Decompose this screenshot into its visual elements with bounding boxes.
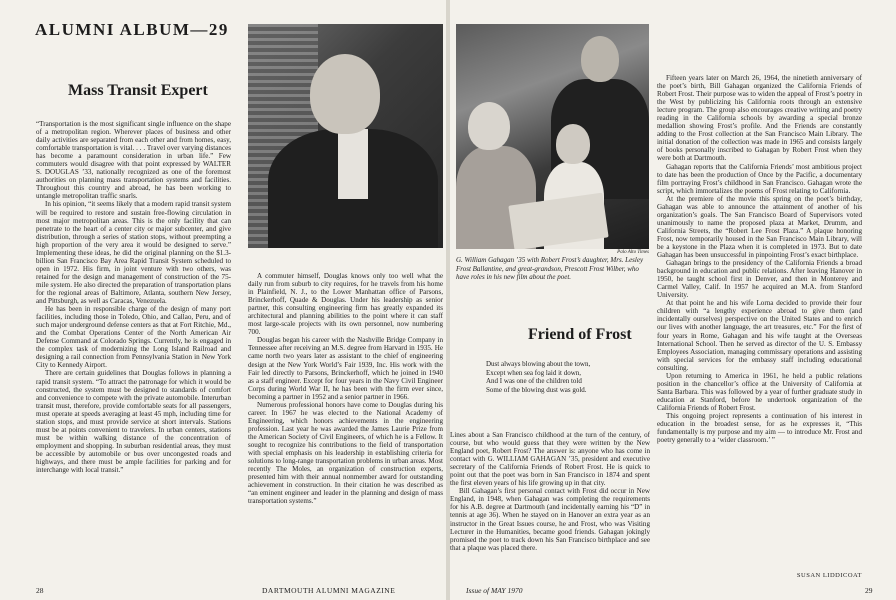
right-column-1 — [450, 431, 650, 552]
page-number: 28 — [36, 586, 44, 595]
poem-line: Some of the blowing dust was gold. — [486, 385, 587, 394]
article-title-mass-transit: Mass Transit Expert — [68, 82, 208, 99]
paragraph: Douglas began his career with the Nashville Bridge Company in Tennessee after receiving an M.S. degree from Harvard in 1935. He came north two years later as assistant to the chief of engineering design at the New York World’s Fair 1939, Inc. His work with the Fair led directly to Parsons, Brinckerhoff, which he joined in 1940 as a staff engineer. Except for four years in the Navy Civil Engineer Corps during World War II, he has been with the firm ever since, becoming a partner in 1952 and a senior partner in 1966. — [248, 336, 443, 401]
paragraph: Gahagan reports that the California Friends’ most ambitious project to date has been the production of Once by the Pacific, a documentary film portraying Frost’s childhood in San Francisco. Gahagan wrote the script, which immortalizes the poems of Frost relating to California. — [657, 162, 862, 195]
paragraph: A commuter himself, Douglas knows only too well what the daily run from suburb to city requires, for he travels from his home in Plainfield, N. J., to the Lower Manhattan office of Parsons, Brinckerhoff, Quade & Douglas. Under his leadership as senior partner, this consulting engineering firm has greatly expanded its architectural and planning abilities to the point where it can staff most large-scale projects with its own personnel, now numbering 700. — [248, 272, 443, 337]
paragraph: Fifteen years later on March 26, 1964, the ninetieth anniversary of the poet’s birth, Bill Gahagan organized the California Friends of Robert Frost. Their purpose was to widen the appeal of Frost’s poetry in the West by publicizing his California roots through an extensive lecture program. The group also encourages creative writing and poetry reading in the California schools by awarding a special bronze medallion showing Frost’s profile. And the Friends are constantly adding to the Frost collection at the San Francisco Main Library. The initial donation of the collection was made in 1965 and consists largely of books personally inscribed to Gahagan by Robert Frost when they were both at Dartmouth. — [657, 74, 862, 163]
author-signature: SUSAN LIDDICOAT — [796, 572, 862, 579]
paragraph: There are certain guidelines that Douglas follows in planning a rapid transit system. “To attract the patronage for which it would be constructed, the system must be designed to standards of comfort and convenience to compete with the private automobile. Interurban transit must, therefore, provide comfortable seats for all passengers, must operate at speeds averaging at least 45 mph, including time for station stops, and must provide service at short intervals. Stations must be at points convenient to travelers. In urban centers, stations must be within walking distance of the concentration of employment and shopping. In suburban residential areas, they must be accessible by automobile or bus over uncongested roads and highways, and there must be ample facilities for parking and for interchange with local transit.” — [36, 369, 231, 475]
photo-figure-shirt — [338, 129, 368, 199]
paragraph: Numerous professional honors have come to Douglas during his career. In 1967 he was elected to the National Academy of Engineering, which honors achievements in the engineering profession. Last year he was awarded the James Laurie Prize from the American Society of Civil Engineers, of which he is a Fellow. It sought to recognize his contributions to the field of transportation with special emphasis on his leadership in establishing criteria for solutions to long-range transportation problems in urban areas. Most recently The Moles, an organization of construction experts, presented him with their annual nonmember award for outstanding achievement in construction. In their citation he was described as “an eminent engineer and leader in the planning and design of mass transportation systems.” — [248, 400, 443, 506]
paragraph: In his opinion, “it seems likely that a modern rapid transit system will be required to restore and sustain free-flowing circulation in most major metropolitan areas. This is the only facility that can penetrate to the heart of a center city or major subcenter, and give distribution, through a series of station stops, without preempting a high proportion of the very area it would be designed to serve.” Implementing these ideas, he did the original planning on the $1.3-billion San Francisco Bay Area Rapid Transit System scheduled to open in 1972. His firm, in joint venture with two others, was retained for the design and management of construction of the 75-mile system. He also directed the preparation of transportation plans for the regional areas of Baltimore, Atlanta, southern New Jersey, and Pittsburgh, as well as Caracas, Venezuela. — [36, 200, 231, 306]
photo-figure-head — [556, 124, 590, 164]
poem-line: And I was one of the children told — [486, 377, 582, 385]
left-page — [0, 0, 446, 600]
poem-line: Dust always blowing about the town, — [486, 360, 591, 368]
paragraph: At that point he and his wife Lorna decided to provide their four children with “a lengthy experience abroad to give them (and incidentally ourselves) perspective on the United States and to enrich our lives with another language, the art treasures, etc.” For the first of four years in Rome, Gahagan and his wife taught at the Overseas International School. Then he served as director of the U. S. Embassy Employees Association, managing commissary operations and assisting with special services for the embassy staff including educational consulting. — [657, 299, 862, 372]
poem-line: Except when sea fog laid it down, — [486, 368, 582, 377]
footer-magazine-name: DARTMOUTH ALUMNI MAGAZINE — [262, 586, 396, 595]
paragraph: Upon returning to America in 1961, he held a public relations position in the chancellor’s office at the University of California at Santa Barbara. This was followed by a year of further graduate study in education at Stanford, before he undertook organization of the California Friends of Robert Frost. — [657, 371, 862, 412]
photo-caption: G. William Gahagan ’35 with Robert Frost’s daughter, Mrs. Lesley Frost Ballantine, and great-grandson, Prescott Frost Wilber, who have roles in his new film about the poet. — [456, 256, 644, 281]
right-column-2 — [657, 74, 862, 444]
paragraph: This ongoing project represents a continuation of his interest in education in the broadest sense, for as he expresses it, “This fundamentally is my purpose and my aim — to introduce Mr. Frost and poetry generally to a ‘wider classroom.’ ” — [657, 411, 862, 445]
paragraph: “Transportation is the most significant single influence on the shape of a metropolitan region. Wherever places of business and other daily activities are separated from each other and from homes, easy, comfortable transportation is vital. . . . Travel over varying distances has become a paramount consideration in urban life.” Few commuters would disagree with that point expressed by WALTER S. DOUGLAS ’33, nationally recognized as one of the foremost authorities on planning mass transportation systems and facilities. Throughout this country and abroad, he has been working to untangle metropolitan traffic snarls. — [36, 120, 231, 201]
douglas-portrait-photo — [248, 24, 443, 248]
footer-issue-date: Issue of MAY 1970 — [466, 586, 523, 595]
photo-figure-head — [581, 36, 619, 82]
series-title: ALUMNI ALBUM—29 — [35, 20, 229, 39]
paragraph: Lines about a San Francisco childhood at the turn of the century, of course, but who would guess that they were written by the New England poet, Robert Frost? The answer is: anyone who has come in contact with G. WILLIAM GAHAGAN ’35, president and executive secretary of the California Friends of Robert Frost. He is quick to point out that the poet was born in San Francisco in 1874 and spent the first eleven years of his life growing up in that city. — [450, 431, 650, 488]
paragraph: He has been in responsible charge of the design of many port facilities, including those in Toledo, Ohio, and Callao, Peru, and of such major underground defense centers as that at Fort Ritchie, Md., and the Combat Operations Center of the North American Air Defense Command at Colorado Springs. Currently, he is engaged in the complex task of modernizing the Long Island Railroad and designing a rail connection from Pennsylvania Station in New York City to Kennedy Airport. — [36, 305, 231, 370]
photo-credit: Palo Alto Times — [617, 250, 649, 255]
paragraph: Bill Gahagan’s first personal contact with Frost did occur in New England, in 1948, when Gahagan was completing the requirements for his A.B. degree at Dartmouth (and incidentally earning his “D” in tennis at age 36). When he stayed on in Hanover an extra year as an instructor in the Great Issues course, he and Frost, who was Visiting Lecturer in the Humanities, became good friends. Gahagan jokingly promised the poet to track down his San Francisco birthplace and see that a plaque was placed there. — [450, 487, 650, 552]
paragraph: Gahagan brings to the presidency of the California Friends a broad background in education and public relations. After leaving Hanover in 1950, he taught school first in Denver, and then in Monterey and Carmel Valley, Calif. In 1957 he acquired an M.A. from Stanford University. — [657, 259, 862, 300]
photo-figure-head — [468, 102, 510, 150]
left-column-1 — [36, 120, 231, 474]
page-number: 29 — [865, 586, 873, 595]
right-page — [450, 0, 896, 600]
photo-figure-head — [310, 54, 380, 134]
paragraph: At the premiere of the movie this spring on the poet’s birthday, Gahagan was able to announce the attainment of another of his organization’s goals. The San Francisco Board of Supervisors voted unanimously to name the proposed plaza at Market, Drumm, and California Streets, the “Robert Lee Frost Plaza.” A plaque honoring Frost, now temporarily housed in the San Francisco Main Library, will be a keystone in the Plaza when it is completed in 1973. But to date Gahagan has been unsuccessful in pinpointing Frost’s exact birthplace. — [657, 194, 862, 260]
left-column-2 — [248, 272, 443, 505]
gahagan-group-photo — [456, 24, 649, 249]
article-title-friend-of-frost: Friend of Frost — [528, 326, 632, 343]
poem-excerpt — [486, 360, 590, 394]
